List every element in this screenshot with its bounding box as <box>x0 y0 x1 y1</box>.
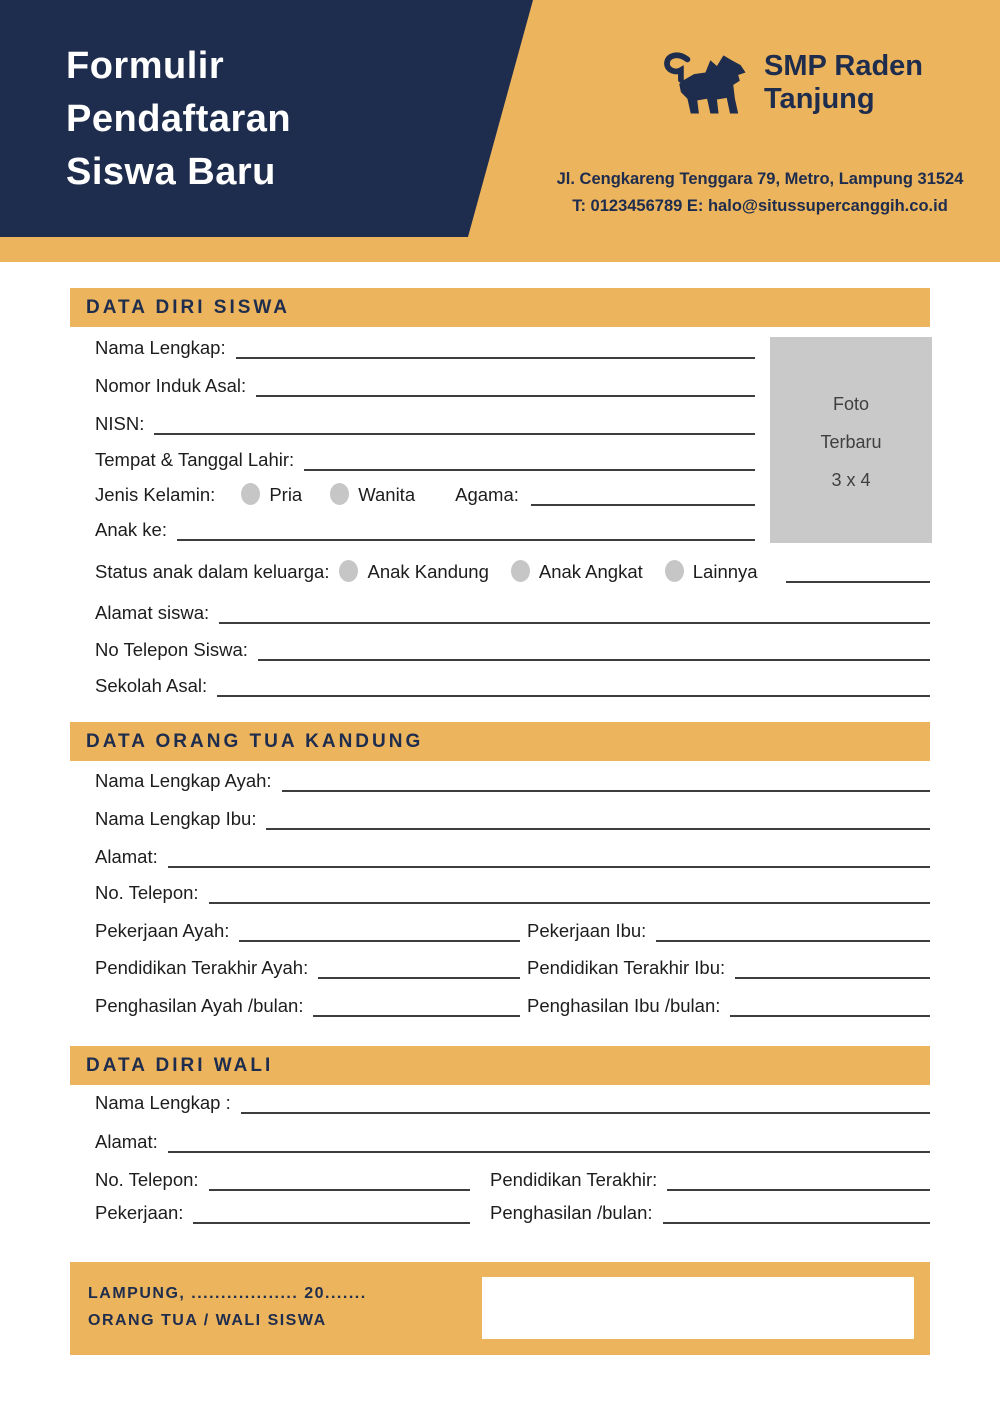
lion-icon <box>658 48 748 120</box>
page-title-line3: Siswa Baru <box>66 151 276 193</box>
pekerjaan-ayah-label: Pekerjaan Ayah: <box>95 920 230 941</box>
nama-ibu-line[interactable] <box>266 804 930 830</box>
radio-anak-kandung[interactable] <box>339 560 358 582</box>
pekerjaan-ayah-line[interactable] <box>239 916 520 942</box>
signature-box <box>482 1277 914 1339</box>
school-contact <box>540 166 980 220</box>
telepon-ortu-label: No. Telepon: <box>95 882 199 903</box>
school-brand <box>658 48 923 120</box>
photo-line2: Terbaru <box>820 432 882 452</box>
pria-label: Pria <box>269 484 303 505</box>
page-title-line1: Formulir <box>66 45 225 87</box>
pendidikan-ibu-line[interactable] <box>735 953 930 979</box>
nama-ayah-label: Nama Lengkap Ayah: <box>95 770 272 791</box>
sekolah-asal-line[interactable] <box>217 671 930 697</box>
school-name-line2: Tanjung <box>764 83 875 115</box>
section-heading-data-diri-siswa: DATA DIRI SISWA <box>70 288 930 327</box>
pendidikan-ayah-label: Pendidikan Terakhir Ayah: <box>95 957 309 978</box>
no-telepon-siswa-label: No Telepon Siswa: <box>95 639 248 660</box>
pendidikan-wali-line[interactable] <box>667 1165 930 1191</box>
school-name-line1: SMP Raden <box>764 50 924 82</box>
field-jenis-kelamin <box>95 478 755 506</box>
pekerjaan-wali-line[interactable] <box>193 1198 470 1224</box>
agama-label: Agama: <box>455 484 519 505</box>
wanita-label: Wanita <box>358 484 416 505</box>
photo-placeholder-box <box>770 337 932 543</box>
field-status-anak <box>95 555 930 583</box>
field-penghasilan-ortu <box>95 989 930 1017</box>
telepon-wali-line[interactable] <box>209 1165 470 1191</box>
pekerjaan-ibu-label: Pekerjaan Ibu: <box>527 920 647 941</box>
telepon-ortu-line[interactable] <box>209 878 930 904</box>
nisn-line[interactable] <box>154 409 755 435</box>
field-telepon-ortu <box>95 876 930 904</box>
anak-angkat-label: Anak Angkat <box>538 561 643 582</box>
nomor-induk-line[interactable] <box>256 371 755 397</box>
penghasilan-ayah-line[interactable] <box>313 991 520 1017</box>
field-nama-wali <box>95 1086 930 1114</box>
nama-wali-line[interactable] <box>241 1088 930 1114</box>
section-heading-data-orang-tua: DATA ORANG TUA KANDUNG <box>70 722 930 761</box>
lainnya-label: Lainnya <box>692 561 758 582</box>
alamat-wali-line[interactable] <box>168 1127 930 1153</box>
signature-place-date: LAMPUNG, .................. 20....... <box>88 1285 367 1302</box>
field-telepon-pendidikan-wali <box>95 1163 930 1191</box>
no-telepon-siswa-line[interactable] <box>258 635 930 661</box>
anak-ke-line[interactable] <box>177 515 755 541</box>
telepon-wali-label: No. Telepon: <box>95 1169 199 1190</box>
pendidikan-wali-label: Pendidikan Terakhir: <box>490 1169 658 1190</box>
school-phone-email: T: 0123456789 E: halo@situssupercanggih.co.id <box>572 197 948 215</box>
photo-line3: 3 x 4 <box>831 470 871 490</box>
signature-caption <box>88 1280 367 1334</box>
alamat-wali-label: Alamat: <box>95 1131 158 1152</box>
jenis-kelamin-label: Jenis Kelamin: <box>95 484 216 505</box>
alamat-ortu-line[interactable] <box>168 842 930 868</box>
field-nama-lengkap <box>95 331 755 359</box>
field-nisn <box>95 407 755 435</box>
field-anak-ke <box>95 513 755 541</box>
pekerjaan-wali-label: Pekerjaan: <box>95 1202 184 1223</box>
nisn-label: NISN: <box>95 413 145 434</box>
field-alamat-ortu <box>95 840 930 868</box>
penghasilan-wali-label: Penghasilan /bulan: <box>490 1202 653 1223</box>
ttl-line[interactable] <box>304 445 755 471</box>
penghasilan-ibu-line[interactable] <box>730 991 930 1017</box>
signature-footer <box>70 1262 930 1355</box>
penghasilan-ibu-label: Penghasilan Ibu /bulan: <box>527 995 721 1016</box>
alamat-siswa-line[interactable] <box>219 598 930 624</box>
section-heading-data-diri-wali: DATA DIRI WALI <box>70 1046 930 1085</box>
nama-ayah-line[interactable] <box>282 766 930 792</box>
radio-anak-angkat[interactable] <box>511 560 530 582</box>
penghasilan-ayah-label: Penghasilan Ayah /bulan: <box>95 995 304 1016</box>
pendidikan-ayah-line[interactable] <box>318 953 520 979</box>
field-nama-ibu <box>95 802 930 830</box>
penghasilan-wali-line[interactable] <box>663 1198 930 1224</box>
field-alamat-siswa <box>95 596 930 624</box>
field-pekerjaan-ortu <box>95 914 930 942</box>
pekerjaan-ibu-line[interactable] <box>656 916 930 942</box>
alamat-siswa-label: Alamat siswa: <box>95 602 210 623</box>
lainnya-line[interactable] <box>786 557 930 583</box>
nama-lengkap-label: Nama Lengkap: <box>95 337 226 358</box>
sekolah-asal-label: Sekolah Asal: <box>95 675 208 696</box>
header-band <box>0 0 1000 262</box>
field-pekerjaan-penghasilan-wali <box>95 1196 930 1224</box>
alamat-ortu-label: Alamat: <box>95 846 158 867</box>
agama-line[interactable] <box>531 480 755 506</box>
nomor-induk-label: Nomor Induk Asal: <box>95 375 247 396</box>
field-pendidikan-ortu <box>95 951 930 979</box>
school-name <box>764 50 923 116</box>
page-title-line2: Pendaftaran <box>66 98 292 140</box>
nama-ibu-label: Nama Lengkap Ibu: <box>95 808 257 829</box>
radio-lainnya[interactable] <box>665 560 684 582</box>
field-alamat-wali <box>95 1125 930 1153</box>
page-title <box>66 40 291 199</box>
pendidikan-ibu-label: Pendidikan Terakhir Ibu: <box>527 957 726 978</box>
radio-pria[interactable] <box>241 483 260 505</box>
signature-role: ORANG TUA / WALI SISWA <box>88 1312 327 1329</box>
anak-ke-label: Anak ke: <box>95 519 167 540</box>
photo-line1: Foto <box>832 394 870 414</box>
status-anak-label: Status anak dalam keluarga: <box>95 561 330 582</box>
school-address: Jl. Cengkareng Tenggara 79, Metro, Lampung 31524 <box>556 170 964 188</box>
anak-kandung-label: Anak Kandung <box>367 561 489 582</box>
field-nomor-induk <box>95 369 755 397</box>
nama-wali-label: Nama Lengkap : <box>95 1092 231 1113</box>
radio-wanita[interactable] <box>330 483 349 505</box>
field-sekolah-asal <box>95 669 930 697</box>
field-nama-ayah <box>95 764 930 792</box>
ttl-label: Tempat & Tanggal Lahir: <box>95 449 295 470</box>
nama-lengkap-line[interactable] <box>236 333 755 359</box>
field-no-telepon-siswa <box>95 633 930 661</box>
field-tempat-tanggal-lahir <box>95 443 755 471</box>
